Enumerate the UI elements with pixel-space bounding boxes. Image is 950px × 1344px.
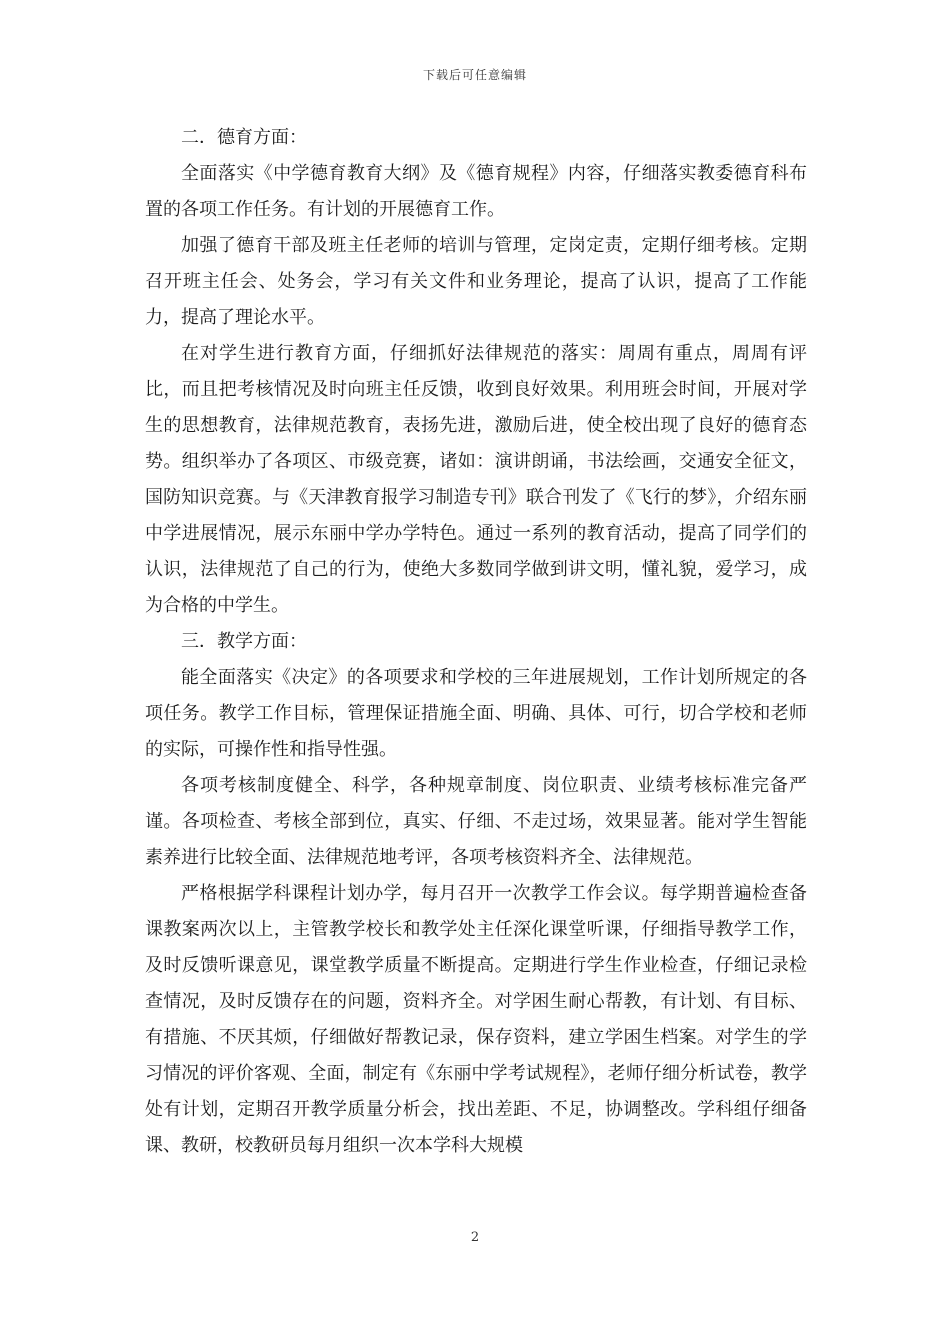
document-body (145, 120, 807, 1164)
paragraph: 加强了德育干部及班主任老师的培训与管理，定岗定责，定期仔细考核。定期召开班主任会、处务会，学习有关文件和业务理论，提高了认识，提高了工作能力，提高了理论水平。 (145, 235, 807, 328)
paragraph: 在对学生进行教育方面，仔细抓好法律规范的落实：周周有重点，周周有评比，而且把考核情况及时向班主任反馈，收到良好效果。利用班会时间，开展对学生的思想教育，法律规范教育，表扬先进，激励后进，使全校出现了良好的德育态势。组织举办了各项区、市级竞赛，诸如：演讲朗诵，书法绘画，交通安全征文，国防知识竞赛。与《天津教育报学习制造专刊》联合刊发了《飞行的梦》，介绍东丽中学进展情况，展示东丽中学办学特色。通过一系列的教育活动，提高了同学们的认识，法律规范了自己的行为，使绝大多数同学做到讲文明，懂礼貌，爱学习，成为合格的中学生。 (145, 343, 807, 616)
page-number: 2 (470, 1230, 480, 1245)
page-header: 下载后可任意编辑 (422, 68, 527, 82)
paragraph: 能全面落实《决定》的各项要求和学校的三年进展规划，工作计划所规定的各项任务。教学工作目标，管理保证措施全面、明确、具体、可行，切合学校和老师的实际，可操作性和指导性强。 (145, 667, 807, 760)
paragraph: 严格根据学科课程计划办学，每月召开一次教学工作会议。每学期普遍检查备课教案两次以上，主管教学校长和教学处主任深化课堂听课，仔细指导教学工作，及时反馈听课意见，课堂教学质量不断提高。定期进行学生作业检查，仔细记录检查情况，及时反馈存在的问题，资料齐全。对学困生耐心帮教，有计划、有目标、有措施、不厌其烦，仔细做好帮教记录，保存资料，建立学困生档案。对学生的学习情况的评价客观、全面，制定有《东丽中学考试规程》，老师仔细分析试卷，教学处有计划，定期召开教学质量分析会，找出差距、不足，协调整改。学科组仔细备课、教研，校教研员每月组织一次本学科大规模 (145, 883, 807, 1156)
paragraph: 各项考核制度健全、科学，各种规章制度、岗位职责、业绩考核标准完备严谨。各项检查、考核全部到位，真实、仔细、不走过场，效果显著。能对学生智能素养进行比较全面、法律规范地考评，各项考核资料齐全、法律规范。 (145, 775, 807, 868)
section-heading-teaching: 三．教学方面： (181, 631, 307, 652)
section-heading-moral: 二．德育方面： (181, 127, 307, 148)
paragraph: 全面落实《中学德育教育大纲》及《德育规程》内容，仔细落实教委德育科布置的各项工作任务。有计划的开展德育工作。 (145, 163, 807, 220)
